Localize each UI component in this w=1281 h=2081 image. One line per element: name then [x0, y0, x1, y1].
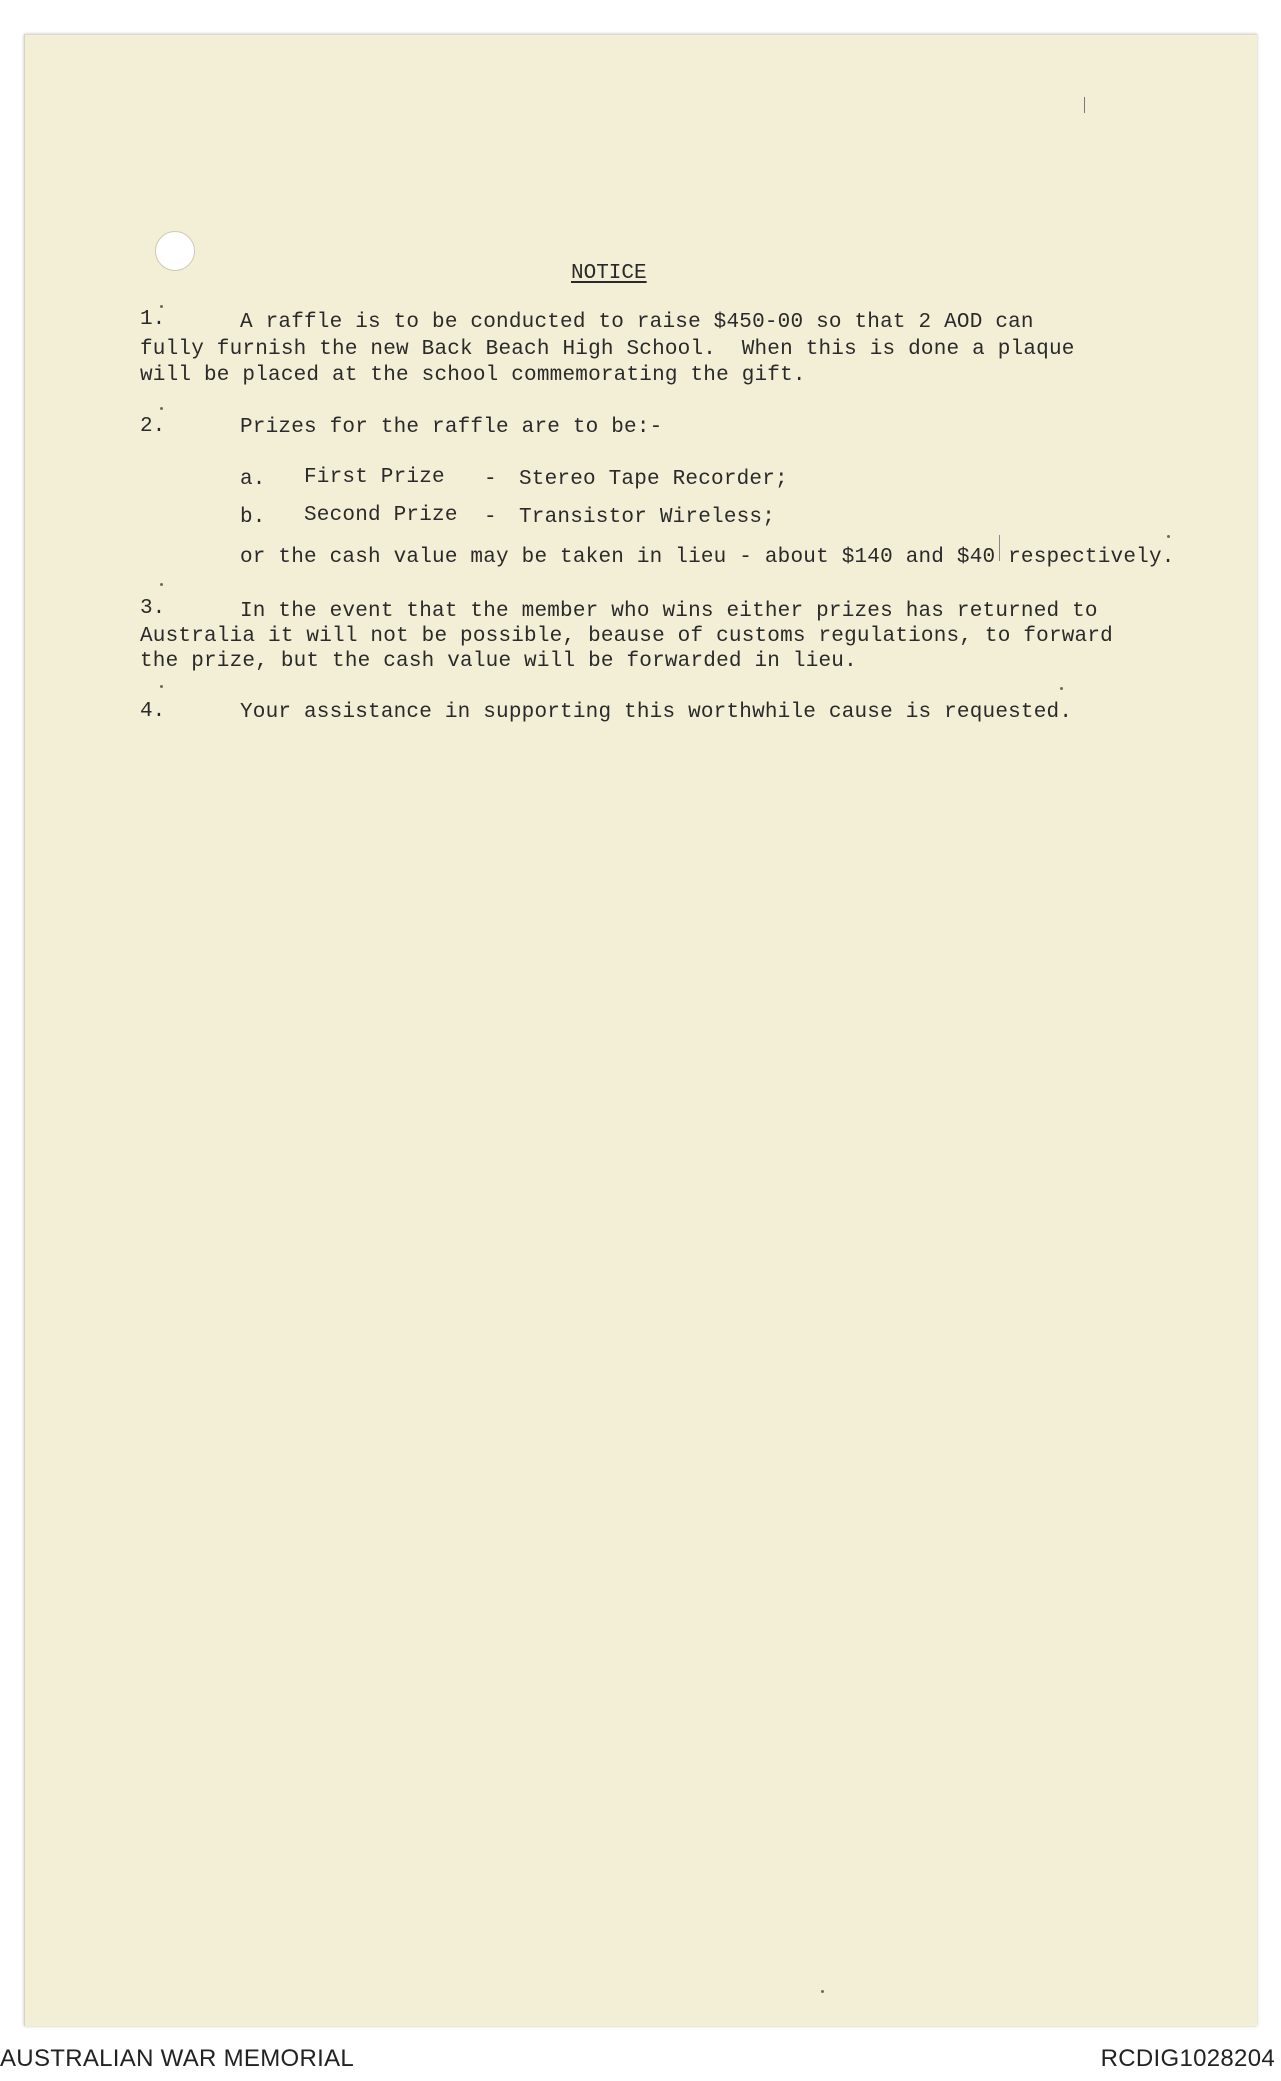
para1-number: 1. — [140, 308, 166, 331]
para3-line1: In the event that the member who wins either prizes has returned to — [240, 600, 1098, 623]
para3-line3: the prize, but the cash value will be forwarded in lieu. — [140, 650, 857, 673]
para2-intro: Prizes for the raffle are to be:- — [240, 416, 663, 439]
paper-speck — [1167, 535, 1170, 538]
prize-b-dash: - — [484, 506, 497, 529]
footer-record-id: RCDIG1028204 — [1100, 2045, 1275, 2072]
para2-number: 2. — [140, 415, 166, 438]
punch-hole — [155, 231, 195, 271]
prize-a-dash: - — [484, 468, 497, 491]
paper-speck — [160, 583, 163, 586]
prize-a-value: Stereo Tape Recorder; — [519, 468, 788, 491]
notice-title: NOTICE — [571, 262, 647, 285]
para4-number: 4. — [140, 700, 166, 723]
prize-a-letter: a. — [240, 468, 266, 491]
para3-number: 3. — [140, 597, 166, 620]
paper-speck — [160, 407, 163, 410]
para3-line2: Australia it will not be possible, beause of customs regulations, to forward — [140, 625, 1113, 648]
para2-cash-line: or the cash value may be taken in lieu - about $140 and $40 respectively. — [240, 546, 1175, 569]
paper-speck — [160, 685, 163, 688]
para1-line1: A raffle is to be conducted to raise $450-00 so that 2 AOD can — [240, 311, 1034, 334]
para4-text: Your assistance in supporting this worthwhile cause is requested. — [240, 701, 1073, 724]
prize-b-letter: b. — [240, 506, 266, 529]
para1-line2: fully furnish the new Back Beach High School. When this is done a plaque — [140, 338, 1075, 361]
prize-b-label: Second Prize — [304, 504, 458, 527]
footer-institution: AUSTRALIAN WAR MEMORIAL — [0, 2045, 355, 2072]
prize-b-value: Transistor Wireless; — [519, 506, 776, 529]
paper-mark — [1084, 97, 1085, 113]
para1-line3: will be placed at the school commemorating the gift. — [140, 364, 806, 387]
prize-a-label: First Prize — [304, 466, 445, 489]
paper-speck — [821, 1990, 824, 1993]
paper-speck — [1060, 687, 1063, 690]
